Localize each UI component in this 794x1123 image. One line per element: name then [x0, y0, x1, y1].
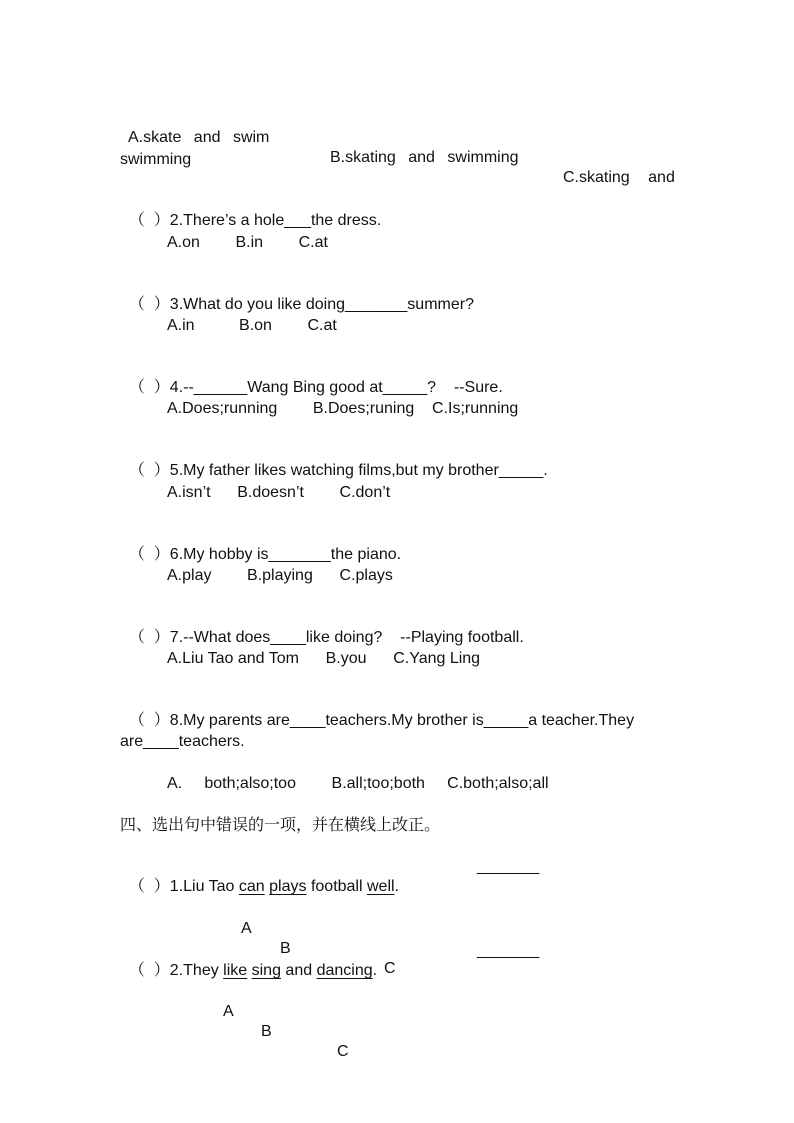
answer-bracket[interactable]: （ ）	[128, 712, 170, 729]
question-5	[120, 441, 548, 481]
error-item-2	[120, 941, 377, 981]
underlined-word-a: like	[223, 962, 248, 979]
label-b: B	[280, 940, 291, 957]
answer-bracket[interactable]: （ ）	[128, 629, 170, 646]
error-item-1	[120, 857, 399, 897]
question-4-options: A.Does;running B.Does;runing C.Is;running	[167, 400, 519, 417]
q1-option-a: A.skate and swim	[128, 129, 270, 146]
section-4-heading: 四、选出句中错误的一项，并在横线上改正。	[120, 817, 441, 834]
q1-options-row	[0, 108, 794, 186]
question-7-options: A.Liu Tao and Tom B.you C.Yang Ling	[167, 650, 481, 667]
sentence-text: .	[394, 878, 399, 895]
label-c: C	[384, 960, 396, 977]
question-text: 3.What do you like doing_______summer?	[169, 296, 474, 313]
answer-bracket[interactable]: （ ）	[128, 962, 170, 979]
sentence-text: 1.Liu Tao	[169, 878, 239, 895]
question-text: 6.My hobby is_______the piano.	[169, 546, 402, 563]
question-2-options: A.on B.in C.at	[167, 234, 328, 251]
label-b: B	[261, 1023, 272, 1040]
question-5-options: A.isn’t B.doesn’t C.don’t	[167, 484, 391, 501]
q1-option-c: C.skating and	[563, 169, 675, 186]
question-3-options: A.in B.on C.at	[167, 317, 337, 334]
question-text: 5.My father likes watching films,but my brother_____.	[169, 462, 548, 479]
correction-blank[interactable]: _______	[477, 942, 540, 959]
answer-bracket[interactable]: （ ）	[128, 379, 170, 396]
answer-bracket[interactable]: （ ）	[128, 462, 170, 479]
underlined-word-c: dancing	[316, 962, 373, 979]
question-8-cont: are____teachers.	[120, 733, 245, 750]
q1-option-c-cont: swimming	[120, 151, 192, 168]
answer-bracket[interactable]: （ ）	[128, 546, 170, 563]
label-a: A	[241, 920, 252, 937]
label-a: A	[223, 1003, 234, 1020]
question-6-options: A.play B.playing C.plays	[167, 567, 393, 584]
question-4	[120, 358, 503, 398]
question-text: 8.My parents are____teachers.My brother is_____a teacher.They	[169, 712, 635, 729]
error-item-2-labels	[0, 982, 794, 1062]
sentence-text: .	[372, 962, 378, 979]
question-2	[120, 191, 381, 231]
q1-option-b: B.skating and swimming	[330, 149, 519, 166]
question-7	[120, 608, 524, 648]
question-8	[120, 691, 634, 731]
question-3	[120, 275, 474, 315]
label-c: C	[337, 1043, 349, 1060]
underlined-word-a: can	[238, 878, 265, 895]
sentence-text: football	[306, 878, 367, 895]
question-text: 2.There’s a hole___the dress.	[169, 212, 382, 229]
correction-blank[interactable]: _______	[477, 858, 540, 875]
question-6	[120, 525, 401, 565]
question-text: 7.--What does____like doing? --Playing football.	[169, 629, 524, 646]
sentence-text: 2.They	[169, 962, 224, 979]
answer-bracket[interactable]: （ ）	[128, 212, 170, 229]
underlined-word-b: sing	[251, 962, 281, 979]
answer-bracket[interactable]: （ ）	[128, 296, 170, 313]
question-8-options: A. both;also;too B.all;too;both C.both;also;all	[167, 775, 549, 792]
sentence-text: and	[280, 962, 317, 979]
underlined-word-b: plays	[269, 878, 307, 895]
answer-bracket[interactable]: （ ）	[128, 878, 170, 895]
underlined-word-c: well	[366, 878, 395, 895]
question-text: 4.--______Wang Bing good at_____? --Sure.	[169, 379, 503, 396]
